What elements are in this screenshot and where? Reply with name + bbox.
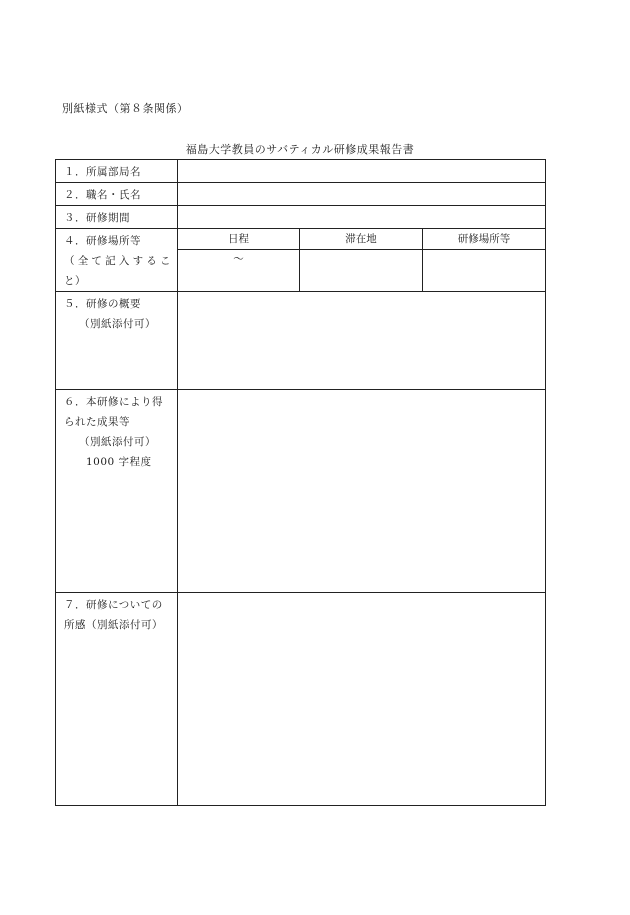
summary-label: ５．研修の概要 xyxy=(64,298,141,310)
impressions-label-cell xyxy=(56,593,178,806)
stay-location-header: 滞在地 xyxy=(300,229,423,250)
location-note-line2: と） xyxy=(64,275,86,287)
stay-location-field[interactable] xyxy=(300,250,423,292)
results-field[interactable] xyxy=(178,390,546,593)
affiliation-field[interactable] xyxy=(178,160,546,183)
schedule-header: 日程 xyxy=(178,229,300,250)
impressions-label-line2: 所感（別紙添付可） xyxy=(64,619,163,631)
location-note-line1: （全て記入するこ xyxy=(64,255,171,267)
period-label: ３．研修期間 xyxy=(56,206,178,229)
row-impressions xyxy=(56,593,546,806)
position-name-field[interactable] xyxy=(178,183,546,206)
location-label: ４．研修場所等 xyxy=(64,235,141,247)
impressions-field[interactable] xyxy=(178,593,546,806)
results-label-cell xyxy=(56,390,178,593)
row-results xyxy=(56,390,546,593)
row-summary xyxy=(56,292,546,390)
document-title: 福島大学教員のサバティカル研修成果報告書 xyxy=(185,143,415,156)
row-affiliation xyxy=(56,160,546,183)
row-period xyxy=(56,206,546,229)
position-name-label: ２．職名・氏名 xyxy=(56,183,178,206)
report-form-table xyxy=(55,159,546,806)
training-location-header: 研修場所等 xyxy=(423,229,546,250)
impressions-label-line1: ７．研修についての xyxy=(64,599,163,611)
form-reference: 別紙様式（第８条関係） xyxy=(62,102,189,115)
row-location-header xyxy=(56,229,546,250)
summary-field[interactable] xyxy=(178,292,546,390)
training-location-field[interactable] xyxy=(423,250,546,292)
results-note: （別紙添付可） xyxy=(79,436,156,448)
results-label-line2: られた成果等 xyxy=(64,416,130,428)
results-length: 1000 字程度 xyxy=(86,456,152,468)
row-position-name xyxy=(56,183,546,206)
schedule-tilde: ～ xyxy=(233,253,244,266)
location-label-cell xyxy=(56,229,178,292)
schedule-field[interactable] xyxy=(178,250,300,292)
summary-label-cell xyxy=(56,292,178,390)
period-field[interactable] xyxy=(178,206,546,229)
results-label-line1: ６．本研修により得 xyxy=(64,396,163,408)
summary-note: （別紙添付可） xyxy=(79,318,156,330)
affiliation-label: １．所属部局名 xyxy=(56,160,178,183)
